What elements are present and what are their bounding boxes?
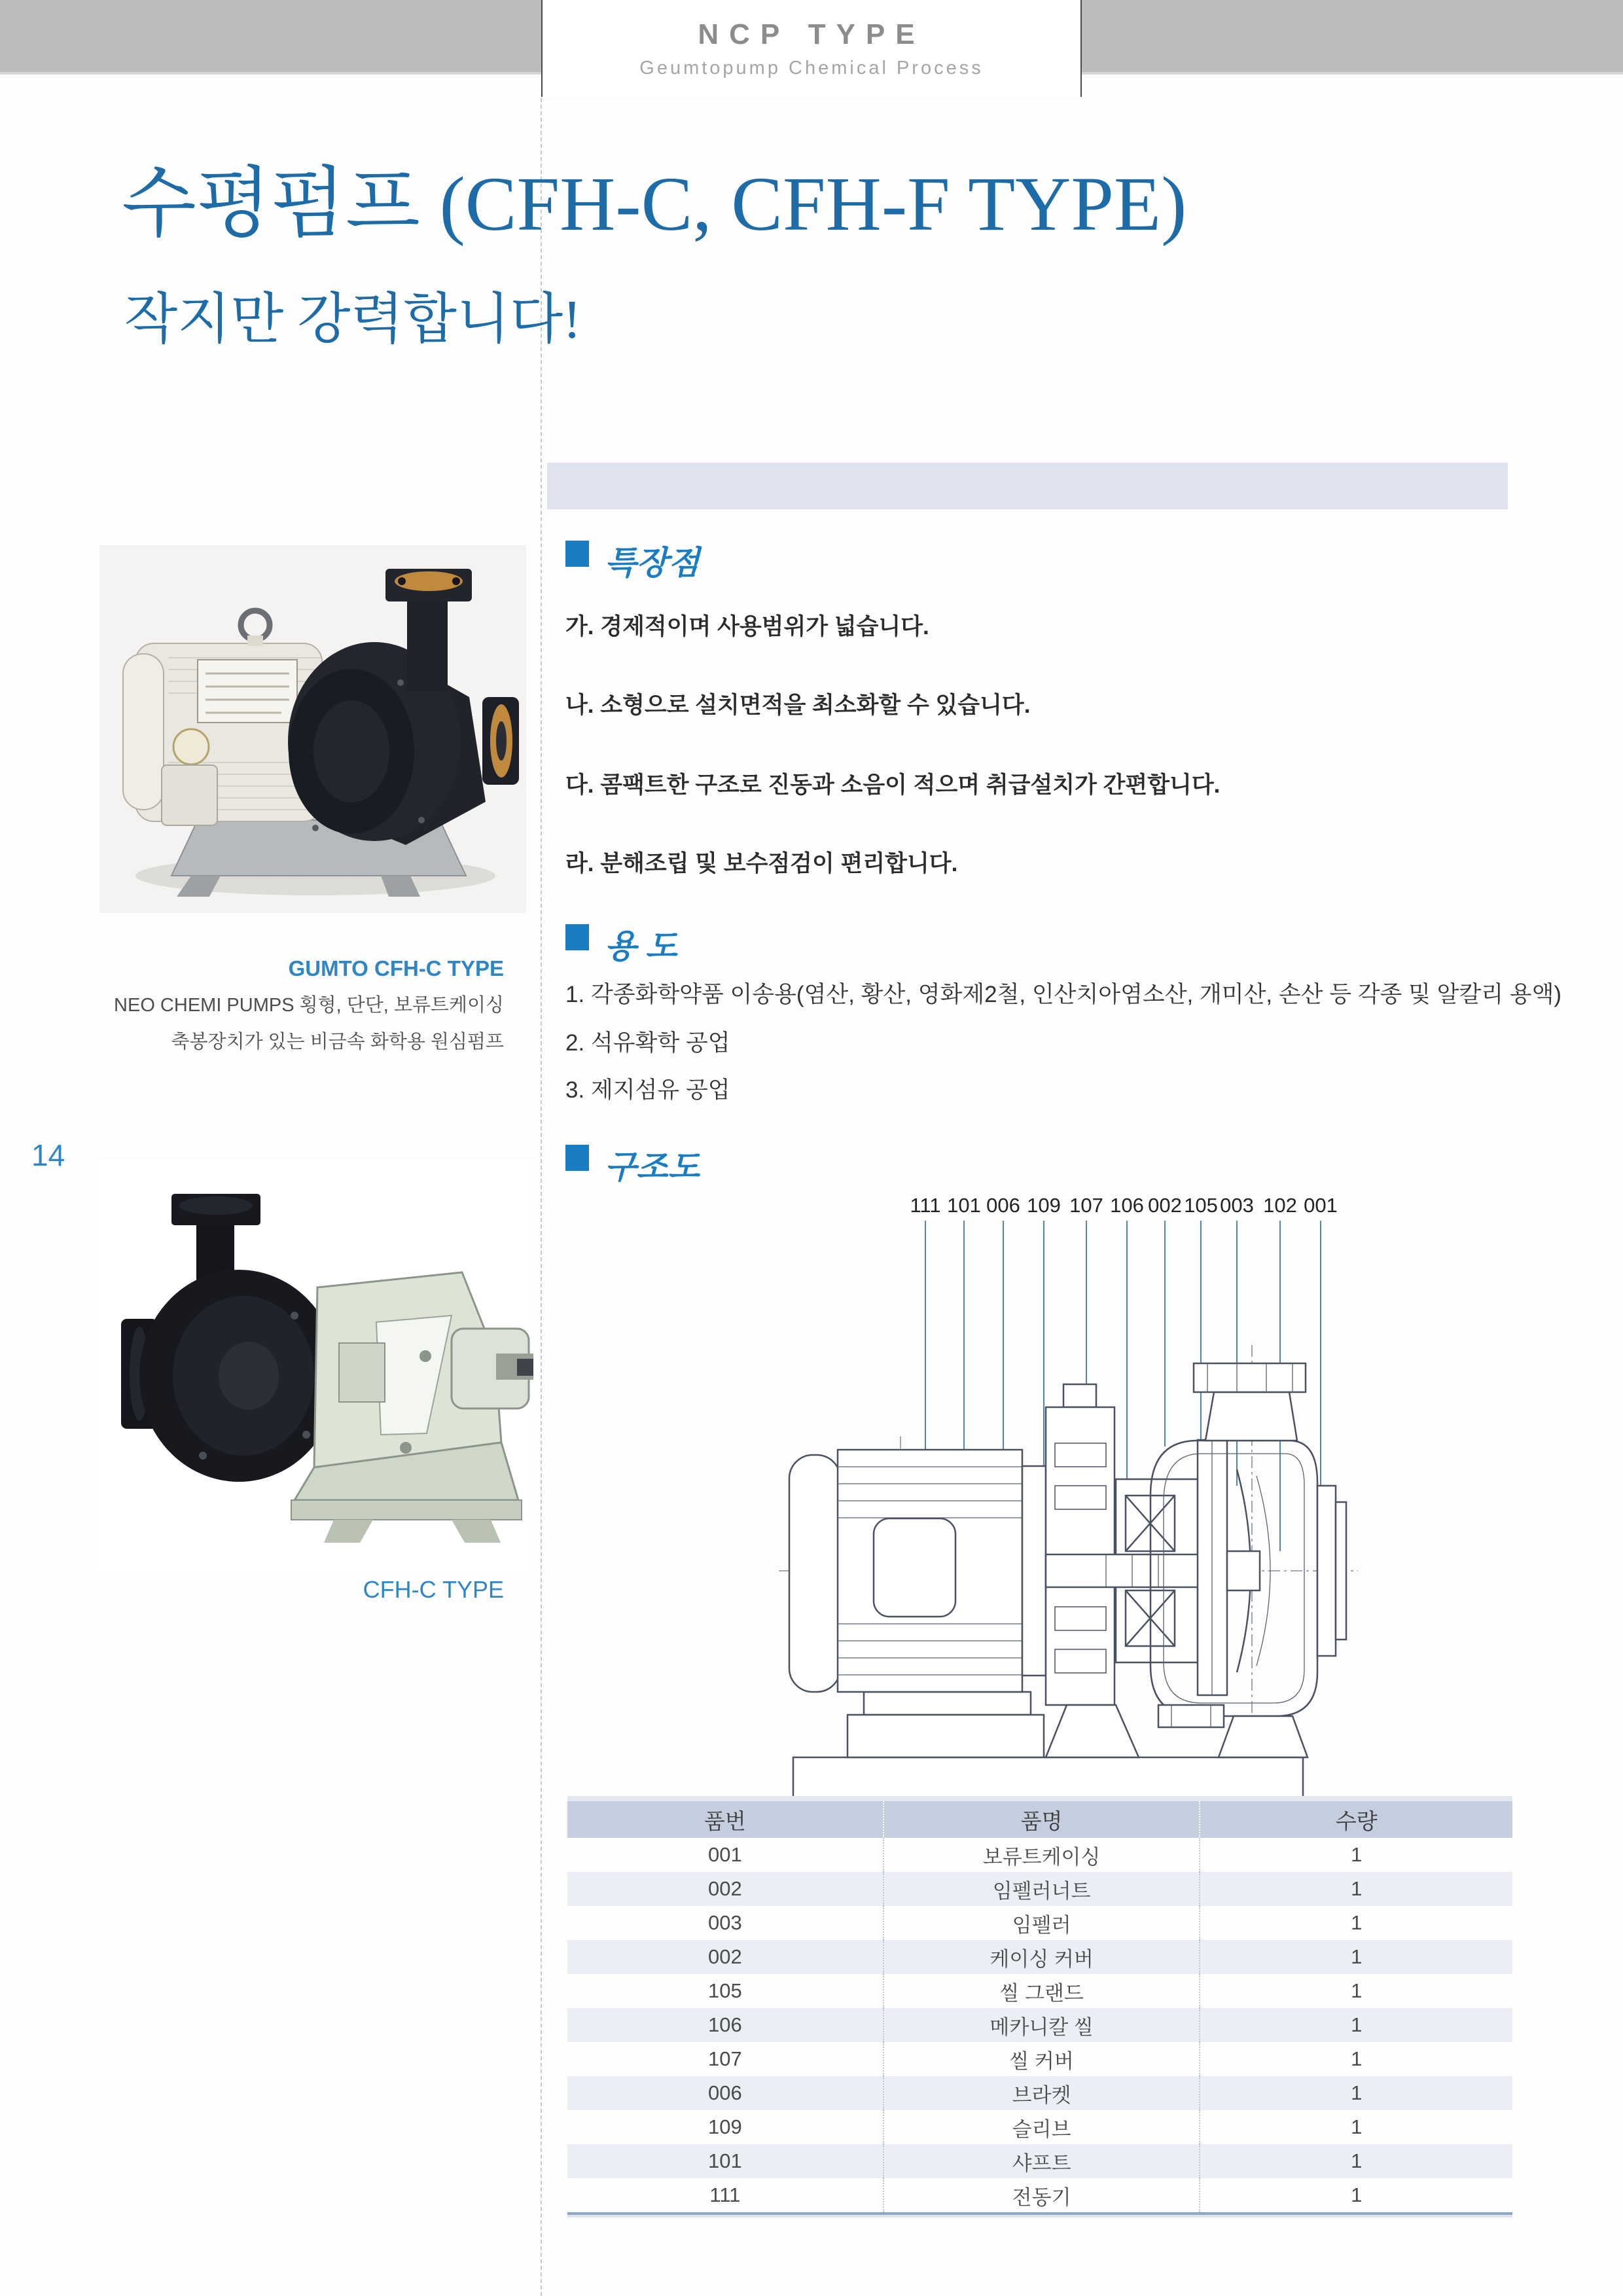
table-row xyxy=(567,2076,1512,2110)
photo1-caption-line1: NEO CHEMI PUMPS 횡형, 단단, 보류트케이싱 xyxy=(114,995,504,1016)
cell-part-no: 109 xyxy=(567,2110,884,2144)
col-header-part-no: 품번 xyxy=(567,1801,884,1838)
cell-qty: 1 xyxy=(1351,2149,1363,2172)
brand-box xyxy=(541,0,1082,97)
blue-square-icon xyxy=(565,924,589,950)
cell-qty: 1 xyxy=(1351,1877,1363,1900)
cell-part-name: 임펠러 xyxy=(884,1906,1201,1940)
cell-part-name: 보류트케이싱 xyxy=(884,1838,1201,1872)
part-number-label: 106 xyxy=(1110,1194,1144,1217)
pump-photo-cfh-c-2 xyxy=(98,1160,533,1572)
part-number-label: 102 xyxy=(1263,1194,1297,1217)
part-number-label: 109 xyxy=(1027,1194,1061,1217)
cell-part-name: 메카니칼 씰 xyxy=(884,2008,1201,2042)
feature-item: 라. 분해조립 및 보수점검이 편리합니다. xyxy=(565,851,958,876)
table-row xyxy=(567,2144,1512,2178)
table-row xyxy=(567,1838,1512,1872)
part-number-label: 111 xyxy=(910,1194,941,1217)
brand-subtitle: Geumtopump Chemical Process xyxy=(639,57,984,79)
cell-qty: 1 xyxy=(1351,1945,1363,1968)
photo2-caption: CFH-C TYPE xyxy=(363,1576,504,1603)
section-uses-title: 용 도 xyxy=(605,928,677,965)
cell-part-name: 임펠러너트 xyxy=(884,1872,1201,1906)
cell-part-name: 샤프트 xyxy=(884,2144,1201,2178)
cell-qty: 1 xyxy=(1351,2183,1363,2206)
parts-table xyxy=(567,1796,1512,2217)
part-number-label: 101 xyxy=(947,1194,981,1217)
cell-qty: 1 xyxy=(1351,1979,1363,2002)
section-features-header xyxy=(565,537,700,584)
part-number-label: 001 xyxy=(1304,1194,1338,1217)
blue-square-icon xyxy=(565,541,589,567)
cell-part-no: 002 xyxy=(567,1872,884,1906)
part-number-label: 003 xyxy=(1220,1194,1254,1217)
section-structure-title: 구조도 xyxy=(605,1149,700,1185)
table-header-row xyxy=(567,1801,1512,1838)
table-row xyxy=(567,1906,1512,1940)
cell-part-name: 케이싱 커버 xyxy=(884,1940,1201,1974)
use-item: 1. 각종화학약품 이송용(염산, 황산, 영화제2철, 인산치아염소산, 개미산, 손산 등 각종 및 알칼리 용액) xyxy=(565,982,1562,1007)
table-top-strip xyxy=(567,1796,1512,1801)
page-number: 14 xyxy=(31,1138,65,1172)
table-row xyxy=(567,1872,1512,1906)
cell-part-name: 씰 커버 xyxy=(884,2042,1201,2076)
section-band xyxy=(547,463,1508,509)
section-uses-header xyxy=(565,920,677,967)
page-title: 수평펌프 (CFH-C, CFH-F TYPE) xyxy=(122,161,1187,247)
cell-qty: 1 xyxy=(1351,2081,1363,2104)
table-row xyxy=(567,1940,1512,1974)
cell-qty: 1 xyxy=(1351,1843,1363,1866)
feature-item: 나. 소형으로 설치면적을 최소화할 수 있습니다. xyxy=(565,692,1031,718)
cell-qty: 1 xyxy=(1351,2013,1363,2036)
table-body xyxy=(567,1838,1512,2212)
part-number-label: 105 xyxy=(1184,1194,1218,1217)
table-row xyxy=(567,2178,1512,2212)
cell-part-name: 슬리브 xyxy=(884,2110,1201,2144)
column-divider xyxy=(541,98,542,2296)
pump-photo-cfh-c xyxy=(99,545,526,913)
part-number-label: 107 xyxy=(1069,1194,1103,1217)
cell-part-no: 001 xyxy=(567,1838,884,1872)
table-row xyxy=(567,1974,1512,2008)
photo1-caption-title: GUMTO CFH-C TYPE xyxy=(288,956,504,980)
cell-part-no: 002 xyxy=(567,1940,884,1974)
cell-part-no: 006 xyxy=(567,2076,884,2110)
cell-qty: 1 xyxy=(1351,2115,1363,2138)
cell-part-no: 107 xyxy=(567,2042,884,2076)
cell-part-no: 111 xyxy=(567,2178,884,2212)
cell-qty: 1 xyxy=(1351,2047,1363,2070)
cell-qty: 1 xyxy=(1351,1911,1363,1934)
blue-square-icon xyxy=(565,1145,589,1171)
cell-part-no: 003 xyxy=(567,1906,884,1940)
col-header-part-name: 품명 xyxy=(884,1801,1201,1838)
cell-part-no: 106 xyxy=(567,2008,884,2042)
photo1-caption xyxy=(79,950,504,1060)
part-number-label: 006 xyxy=(986,1194,1020,1217)
table-row xyxy=(567,2110,1512,2144)
section-features-title: 특장점 xyxy=(605,545,700,581)
brand-title: NCP TYPE xyxy=(698,18,925,50)
feature-item: 가. 경제적이며 사용범위가 넓습니다. xyxy=(565,614,929,639)
feature-item: 다. 콤팩트한 구조로 진동과 소음이 적으며 취급설치가 간편합니다. xyxy=(565,772,1221,798)
use-item: 3. 제지섬유 공업 xyxy=(565,1077,730,1103)
table-row xyxy=(567,2042,1512,2076)
table-bottom-line-light xyxy=(567,2215,1512,2217)
cell-part-name: 전동기 xyxy=(884,2178,1201,2212)
page-subtitle: 작지만 강력합니다! xyxy=(124,289,582,350)
cell-part-no: 105 xyxy=(567,1974,884,2008)
cell-part-name: 씰 그랜드 xyxy=(884,1974,1201,2008)
section-structure-header xyxy=(565,1141,700,1188)
col-header-qty: 수량 xyxy=(1335,1808,1378,1833)
pump-cross-section-diagram xyxy=(740,1188,1394,1826)
cell-part-name: 브라켓 xyxy=(884,2076,1201,2110)
cell-part-no: 101 xyxy=(567,2144,884,2178)
part-number-label: 002 xyxy=(1148,1194,1182,1217)
table-row xyxy=(567,2008,1512,2042)
photo1-caption-line2: 축봉장치가 있는 비금속 화학용 원심펌프 xyxy=(171,1031,504,1052)
use-item: 2. 석유확학 공업 xyxy=(565,1030,730,1056)
